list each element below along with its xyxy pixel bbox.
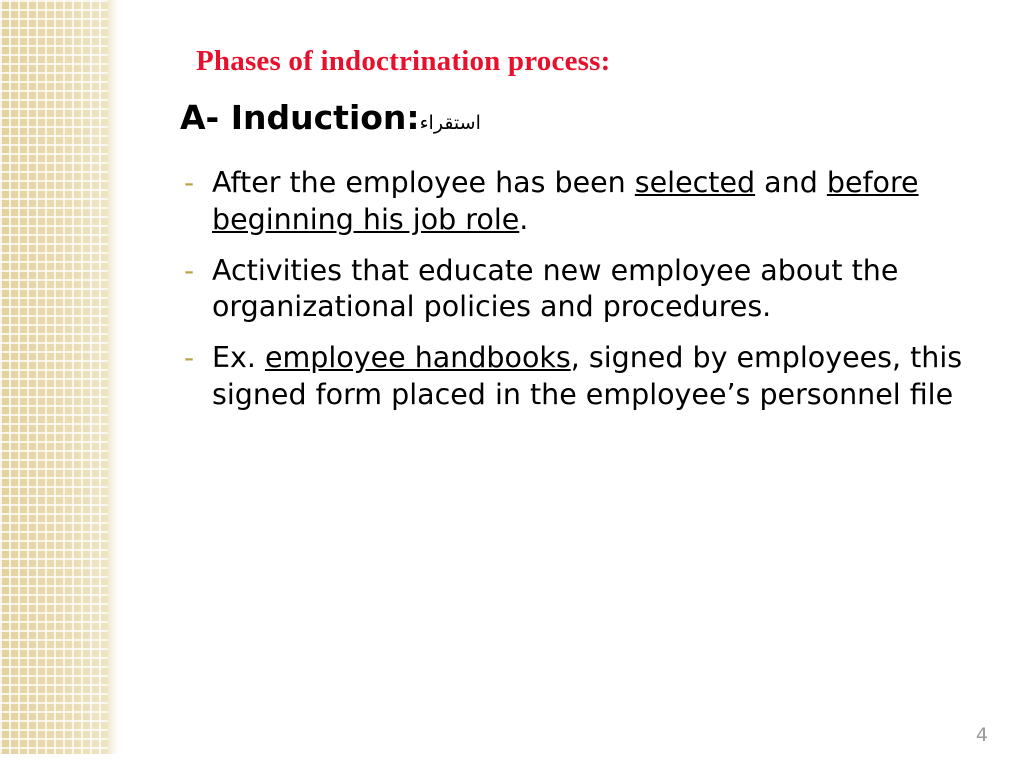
bullet-list — [178, 165, 1008, 428]
bottom-strip — [0, 754, 1024, 768]
list-item-text: Activities that educate new employee about the organizational policies and procedures. — [212, 253, 899, 324]
bullet-marker-icon: - — [184, 341, 195, 374]
section-heading-label: A- Induction: — [180, 98, 420, 137]
section-heading — [180, 98, 481, 137]
list-item-text: After the employee has been selected and before beginning his job role. — [212, 166, 919, 236]
bullet-marker-icon: - — [184, 253, 195, 287]
decorative-side-band — [0, 0, 108, 768]
bullet-marker-icon: - — [184, 166, 195, 199]
list-item — [178, 253, 1008, 327]
page-number: 4 — [975, 724, 988, 746]
slide-content — [118, 0, 1024, 768]
list-item-text: Ex. employee handbooks, signed by employees, this signed form placed in the employee’s personnel file — [212, 341, 963, 411]
list-item — [178, 340, 1008, 414]
list-item — [178, 165, 1008, 239]
section-heading-annotation: استقراء — [419, 112, 481, 134]
slide-title: Phases of indoctrination process: — [196, 45, 611, 77]
decorative-side-band-edge — [108, 0, 118, 768]
